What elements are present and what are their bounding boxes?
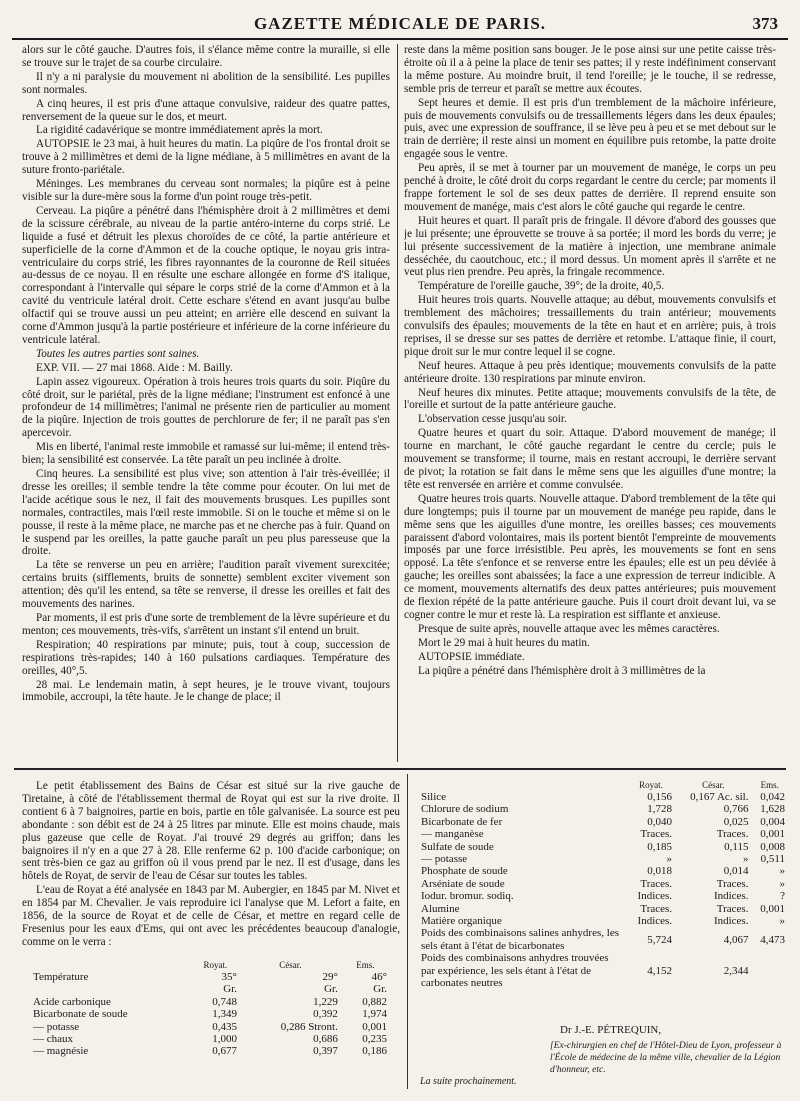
row-label: — potasse [421,853,468,866]
value-cell: 0,025 [723,815,749,828]
value-cell: » [779,915,785,928]
table-row [418,927,788,952]
page-number: 373 [752,14,778,33]
column-divider [407,774,408,1089]
table-row [418,890,788,902]
page-header [12,12,788,40]
value-cell: 0,040 [647,815,673,828]
paragraph: Toutes les autres parties sont saines. [36,347,200,360]
table-row [30,1021,390,1033]
header-cell: César. [279,960,302,970]
value-cell: 29° [322,971,338,983]
value-cell: 1,974 [362,1008,387,1021]
value-cell: » [779,877,785,890]
paragraph: alors sur le côté gauche. D'autres fois, il s'élance même contre la muraille, si elle se trouve sur le trajet de sa courbe circulaire. [22,44,390,69]
value-cell: 1,349 [212,1008,237,1021]
table-row [30,996,390,1008]
paragraph: Température de l'oreille gauche, 39°; de la droite, 40,5. [418,280,665,293]
value-cell: Traces. [716,828,749,841]
author-affiliation: [Ex-chirurgien en chef de l'Hôtel-Dieu de Lyon, professeur à l'École de médecine de la même ville, chevalier de la Légion d'honneur, etc. [550,1041,782,1075]
value-cell: 0,156 [647,791,673,803]
paragraph: Huit heures trois quarts. Nouvelle attaque; au début, mouvements convulsifs et tremblement des mâchoires; tressaillements du train antérieur; mouvements convulsifs des épaules; mouvements de la tête en haut et en arrière; puis, à trois reprises, il se dresse sur ses pattes de derrière et retombe. L'attaque finie, il court, pique droit sur le mur contre lequel il se cogne. [404,294,776,358]
table-row [418,903,788,915]
value-cell: ? [780,890,785,903]
paragraph: Neuf heures. Attaque à peu près identique; mouvements convulsifs de la patte antérieure droite. 130 respirations par minute environ. [404,359,776,385]
value-cell: 4,473 [760,933,785,946]
row-label: Phosphate de soude [421,865,508,878]
table-row [418,865,788,877]
value-cell: 46° [371,971,387,983]
row-label: Poids des combinaisons salines anhydres, les sels étant à l'état de bicarbonates [421,927,619,952]
table-row [418,853,788,865]
paragraph: La tête se renverse un peu en arrière; l'audition paraît vivement surexcitée; certains bruits (sifflements, bruits de sonnette) semblent exciter vivement son attention; dès qu'il les entend, sa tête se renverse, il dresse les oreilles et fait des mouvements des narines. [22,559,390,611]
water-analysis-table-right [418,780,788,990]
paragraph: Cinq heures. La sensibilité est plus vive; son attention à l'air très-éveillée; il dresse les oreilles; il semble tendre la tête comme pour écouter. On lui met de l'acide acétique sous le nez, il fait des mouvements brusques. Les pupilles sont normales, contractiles, mais l'œil reste immobile. Si on le touche et même si on le pousse, il reste à la même place, ne marche pas et ne cherche pas à fuir. Quand on le suspend par les oreilles, la patte gauche paraît un peu plus paresseuse que la droite. [22,468,390,558]
table-header-row [30,960,390,971]
value-cell: Gr. [373,983,387,996]
paragraph: Huit heures et quart. Il paraît pris de fringale. Il dévore d'abord des gousses que je lui présente; une éprouvette se trouve à sa portée; il mord les bords du verre; je lui présente successivement de la matière à injection, une membrane animale desséchée, du caoutchouc, etc.; il mord dessus. Un moment après il s'arrête et ne veut plus rien prendre. Peu après, la fringale recommence. [404,214,776,279]
table-row [418,915,788,927]
row-label: — potasse [33,1020,80,1033]
header-cell [30,960,191,971]
row-label: Arséniate de soude [421,877,505,890]
value-cell: Traces. [716,902,749,915]
paragraph: Sept heures et demie. Il est pris d'un tremblement de la mâchoire inférieure, puis de mouvements convulsifs ou de tressaillements légers dans les deux épaules; puis, avec une expression de souffrance, il se lève peu à peu et se met debout sur le train de derrière; il reste ainsi un moment en équilibre puis retombe, la patte droite engagée sous le ventre. [404,96,776,161]
table-row [30,1045,390,1057]
table-row [418,952,788,989]
table-header-row [418,780,788,791]
row-label: Poids des combinaisons anhydres trouvées par expérience, les sels étant à l'état de carbonates neutres [421,952,609,990]
table-row [418,878,788,890]
paragraph: AUTOPSIE le 23 mai, à huit heures du matin. La piqûre de l'os frontal droit se trouve à 2 millimètres et demi de la ligne médiane, à 5 millimètres en avant de la suture fronto-pariétale. [22,138,390,177]
value-cell: 0,686 [313,1033,338,1046]
value-cell: Gr. [223,983,237,996]
row-label: Bicarbonate de fer [421,815,503,828]
paragraph: Le petit établissement des Bains de César est situé sur la rive gauche de Tiretaine, à côté de l'établissement thermal de Royat qui est sur la rive droite. Il contient 6 à 7 baignoires, partie en bois, partie en tôle galvanisée. La source est peu abondante : son débit est de 24 à 25 litres par minute. Elle est moins chaude, mais plus gazeuse que celle de Royat. J'ai trouvé 29 degrés au griffon; dans les baignoires il n'y en a que 27 à 28. Elle renferme 62 p. 100 d'acide carbonique; on sent très-bien ce gaz au griffon où il vous prend par le nez. Il est d'usage, dans les hôtels de Royat, de servir de l'eau de César sur toutes les tables. [22,780,400,883]
value-cell: 0,167 Ac. sil. [690,791,749,803]
value-cell: 0,397 [313,1045,338,1058]
table-row [418,803,788,815]
value-cell: Indices. [713,915,749,928]
value-cell: 1,628 [760,803,785,816]
value-cell: 0,001 [760,828,785,841]
paragraph: Presque de suite après, nouvelle attaque avec les mêmes caractères. [418,622,720,635]
value-cell: 0,115 [724,840,749,853]
row-label: Acide carbonique [33,995,111,1008]
value-cell: » [779,865,785,878]
row-label: Matière organique [421,915,502,928]
paragraph: Cerveau. La piqûre a pénétré dans l'hémisphère droit à 2 millimètres et demi de la scissure cérébrale, au niveau de la partie antéro-interne du corps strié. Le liquide a fusé et détruit les plexus choroïdes de ce côté, la partie antérieure et superficielle de la corne d'Ammon et de la couche optique, le noyau gris intra-ventriculaire du corps strié, les fibres rayonnantes de la couronne de Reil situées au-dessus de ce noyau. Il en résulte une eschare allongée en forme d'S italique, correspondant à l'intervalle qui sépare le corps strié de la corne d'Ammon et à la cavité du ventricule latéral droit. Cette eschare s'étend en avant jusqu'au bulbe olfactif qui se trouve aussi un peu atteint; en arrière elle descend en suivant la corne d'Ammon jusqu'à la partie postérieure et inférieure de la corne inférieure du ventricule latéral. [22,204,390,346]
value-cell: » [742,853,749,866]
value-cell: 0,882 [362,995,387,1008]
paragraph: Quatre heures et quart du soir. Attaque. D'abord mouvement de manége; il tourne en marchant, le côté gauche regardant le centre du cercle; puis le mouvement se transforme; il tourne, mais en restant accroupi, le derrière servant de pivot; la rotation se fait dans le même sens que les aiguilles d'une montre; la tête est renversée en arrière et comme convulsée. [404,427,776,491]
value-cell: Indices. [713,890,749,903]
header-cell: Ems. [356,960,375,970]
value-cell: 0,392 [313,1008,338,1021]
paragraph: Mort le 29 mai à huit heures du matin. [418,636,590,649]
header-cell: Royat. [639,780,663,790]
paragraph: Il n'y a ni paralysie du mouvement ni abolition de la sensibilité. Les pupilles sont normales. [22,70,390,96]
value-cell: Indices. [637,890,673,903]
article-right-column [404,44,776,762]
table-row [30,1033,390,1045]
row-label: — magnésie [33,1045,89,1058]
table-row [30,1008,390,1020]
value-cell: 0,286 Stront. [280,1020,338,1033]
journal-title: GAZETTE MÉDICALE DE PARIS. [253,14,547,33]
value-cell: Indices. [637,915,673,928]
paragraph: 28 mai. Le lendemain matin, à sept heures, je le trouve vivant, toujours immobile, accroupi, la tête haute. Je le change de place; il [22,678,390,704]
table-row [30,971,390,983]
paragraph: Méninges. Les membranes du cerveau sont normales; la piqûre est à peine visible sur la dure-mère sous la forme d'un point rouge très-petit. [22,178,390,203]
experiment-heading: EXP. VII. — 27 mai 1868. Aide : M. Bailly. [36,361,233,374]
value-cell: 0,435 [212,1020,237,1033]
header-cell: Royat. [203,960,228,970]
paragraph: AUTOPSIE immédiate. [418,650,525,663]
paragraph: Quatre heures trois quarts. Nouvelle attaque. D'abord tremblement de la tête qui dure longtemps; puis il tourne par un mouvement de manége peu rapide, dans le même sens que les aiguilles d'une montre, les oreilles basses; ces mouvements paraissent d'abord volontaires, mais ils portent bientôt l'empreinte de mouvements imposés par une force irrésistible. Peu après, les mouvements se font en sens opposé. La tête s'enfonce et se renverse entre les épaules; elle est un peu déviée à gauche; les oreilles sont abaissées; la face a une expression de terreur indicible. A ce moment, mouvements alternatifs des deux pattes antérieures; puis mouvement de flexion répété de la patte antérieure gauche. Puis il court droit devant lui, va se cogner contre le mur et reste là. La respiration est sifflante et anxieuse. [404,492,776,621]
paragraph: Lapin assez vigoureux. Opération à trois heures trois quarts du soir. Piqûre du côté droit, sur le pariétal, près de la ligne médiane; l'instrument est enfoncé à une profondeur de 14 millimètres; l'animal ne présente rien de particulier au moment de la piqûre. Injection de trois gouttes de perchlorure de fer; il ne paraît pas s'en apercevoir. [22,375,390,440]
paragraph: L'eau de Royat a été analysée en 1843 par M. Aubergier, en 1845 par M. Nivet et en 1854 par M. Chevalier. Je vais reproduire ici l'analyse que M. Lefort a faite, en 1856, de la source de Royat et de celle de César, et mettre en regard celle de Fresenius pour les eaux d'Ems, qui ont avec les précédentes beaucoup d'analogie, comme on le verra : [22,884,400,948]
value-cell: 2,344 [723,964,749,977]
value-cell [751,952,788,989]
value-cell: Gr. [324,983,338,996]
header-cell [418,780,627,791]
value-cell: 0,001 [362,1020,387,1033]
header-cell: Ems. [760,780,779,790]
table-row [30,983,390,995]
row-label: — manganèse [421,828,484,841]
paragraph: reste dans la même position sans bouger. Je le pose ainsi sur une petite caisse très-étroite où il a à peine la place de tenir ses pattes; il y reste indéfiniment conservant la même posture. Au moindre bruit, il tend l'oreille; je le touche, il se redresse, semble pris de terreur et paraît se mettre aux écoutes. [404,44,776,95]
value-cell: 0,001 [760,902,785,915]
paragraph: La rigidité cadavérique se montre immédiatement après la mort. [36,124,323,137]
paragraph: Par moments, il est pris d'une sorte de tremblement de la lèvre supérieure et du menton; ces mouvements, très-vifs, s'arrêtent un instant s'il entend un bruit. [22,611,390,637]
value-cell: 0,008 [760,840,785,853]
section-divider [14,768,786,770]
column-divider [397,44,398,762]
water-analysis-table-left [30,960,390,1058]
value-cell: » [666,853,673,866]
value-cell: 0,185 [647,840,673,853]
value-cell: 4,067 [723,933,749,946]
value-cell: 1,728 [647,803,673,816]
row-label: Iodur. bromur. sodiq. [421,890,514,903]
row-label: Silice [421,791,447,803]
value-cell: Traces. [640,902,673,915]
row-label: — chaux [33,1033,74,1046]
header-cell: César. [702,780,725,790]
row-label: Chlorure de sodium [421,803,509,816]
author-signature: Dr J.-E. PÉTREQUIN, [560,1024,662,1036]
value-cell: Traces. [716,877,749,890]
value-cell: 5,724 [647,933,673,946]
value-cell: 1,229 [313,995,338,1008]
table-row [418,828,788,840]
row-label: Sulfate de soude [421,840,494,853]
table-row [418,841,788,853]
row-label [30,983,191,995]
row-label: Alumine [421,902,460,915]
paragraph: Neuf heures dix minutes. Petite attaque; mouvements convulsifs de la tête, de l'oreille et surtout de la patte antérieure gauche. [404,386,776,412]
value-cell: 0,677 [212,1045,237,1058]
paragraph: A cinq heures, il est pris d'une attaque convulsive, raideur des quatre pattes, renversement de la queue sur le dos, et meurt. [22,97,390,123]
value-cell: 1,000 [212,1033,237,1046]
article-left-column [22,44,390,762]
value-cell: 0,511 [760,853,785,866]
paragraph: La piqûre a pénétré dans l'hémisphère droit à 3 millimètres de la [418,664,706,677]
paragraph: Respiration; 40 respirations par minute; puis, tout à coup, succession de respirations très-rapides; 140 à 160 pulsations cardiaques. Température des oreilles, 40°,5. [22,638,390,677]
table-row [418,816,788,828]
paragraph: L'observation cesse jusqu'au soir. [418,413,567,426]
paragraph: Mis en liberté, l'animal reste immobile et ramassé sur lui-même; il entend très-bien; la sensibilité est conservée. La tête paraît un peu inclinée à droite. [22,441,390,467]
value-cell: 0,235 [362,1033,387,1046]
value-cell: 35° [221,971,237,983]
value-cell: 0,748 [212,995,237,1008]
value-cell: 4,152 [647,964,673,977]
value-cell: 0,042 [760,791,785,803]
value-cell: 0,766 [723,803,749,816]
continued-note: La suite prochainement. [420,1076,517,1087]
value-cell: 0,004 [760,815,785,828]
row-label: Température [33,971,89,983]
value-cell: 0,014 [723,865,749,878]
row-label: Bicarbonate de soude [33,1008,128,1021]
paragraph: Peu après, il se met à tourner par un mouvement de manége, le corps un peu penché à droite, le côté droit du corps regardant le centre du cercle; par moments il frappe fortement le sol de ses deux pattes de derrière. Il reprend ensuite son mouvement de manége, mais c'est alors le côté gauche qui regarde le centre. [404,162,776,213]
feuilleton-left-column [22,780,400,958]
value-cell: 0,018 [647,865,673,878]
value-cell: Traces. [640,877,673,890]
table-row [418,791,788,803]
value-cell: Traces. [640,828,673,841]
value-cell: 0,186 [362,1045,387,1058]
